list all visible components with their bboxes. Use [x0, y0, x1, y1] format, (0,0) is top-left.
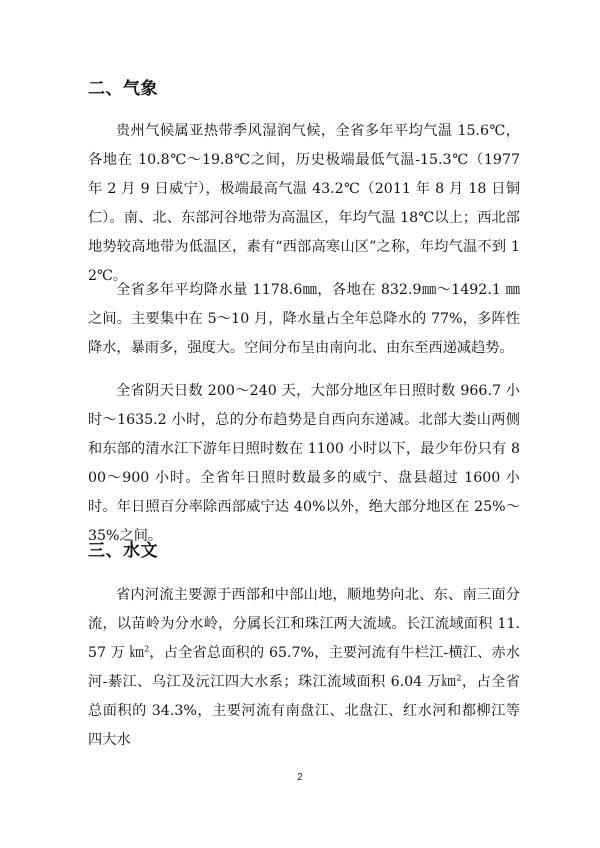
- paragraph-precipitation: 全省多年平均降水量 1178.6㎜，各地在 832.9㎜～1492.1 ㎜之间。主要集中在 5～10 月，降水量占全年总降水的 77%，多阵性降水，暴雨多，强度大。空间分布呈由南向北、由东至西递减趋势。: [88, 282, 520, 356]
- rivers-text-part-1: 省内河流主要源于西部和中部山地，顺地势向北、东、南三面分流，以苗岭为分水岭，分属长江和珠江两大流域。长江流域面积 11.57 万 ㎞: [88, 587, 520, 661]
- page-number: 2: [297, 772, 303, 783]
- square-superscript: 2: [456, 673, 462, 683]
- rivers-text-part-3: ，占全省总面积的 34.3%，主要河流有南盘江、北盘江、红水河和都柳江等四大水: [88, 674, 520, 748]
- section-heading-meteorology: 二、气象: [88, 79, 158, 99]
- square-superscript: 2: [144, 644, 150, 654]
- paragraph-sunshine: 全省阴天日数 200～240 天，大部分地区年日照时数 966.7 小时～1635.2 小时，总的分布趋势是自西向东递减。北部大娄山两侧和东部的清水江下游年日照时数在 1100 小时以下，最少年份只有 800～900 小时。全省年日照时数最多的威宁、盘县超过 1600 小时。年日照百分率除西部威宁达 40%以外，绝大部分地区在 25%～35%之间。: [88, 383, 520, 544]
- rivers-text-part-2: ，占全省总面积的 65.7%，主要河流有牛栏江-横江、赤水河-綦江、乌江及沅江四大水系；珠江流域面积 6.04 万㎞: [88, 645, 520, 690]
- paragraph-temperature: 贵州气候属亚热带季风湿润气候，全省多年平均气温 15.6℃，各地在 10.8℃～19.8℃之间，历史极端最低气温-15.3℃（1977 年 2 月 9 日威宁），极端最高气温 43.2℃（2011 年 8 月 18 日铜仁）。南、北、东部河谷地带为高温区，年均气温 18℃以上；西北部地势较高地带为低温区，素有“西部高寒山区”之称，年均气温不到 12℃。: [88, 123, 520, 284]
- paragraph-rivers: [88, 581, 520, 755]
- section-heading-hydrology: 三、水文: [88, 541, 158, 561]
